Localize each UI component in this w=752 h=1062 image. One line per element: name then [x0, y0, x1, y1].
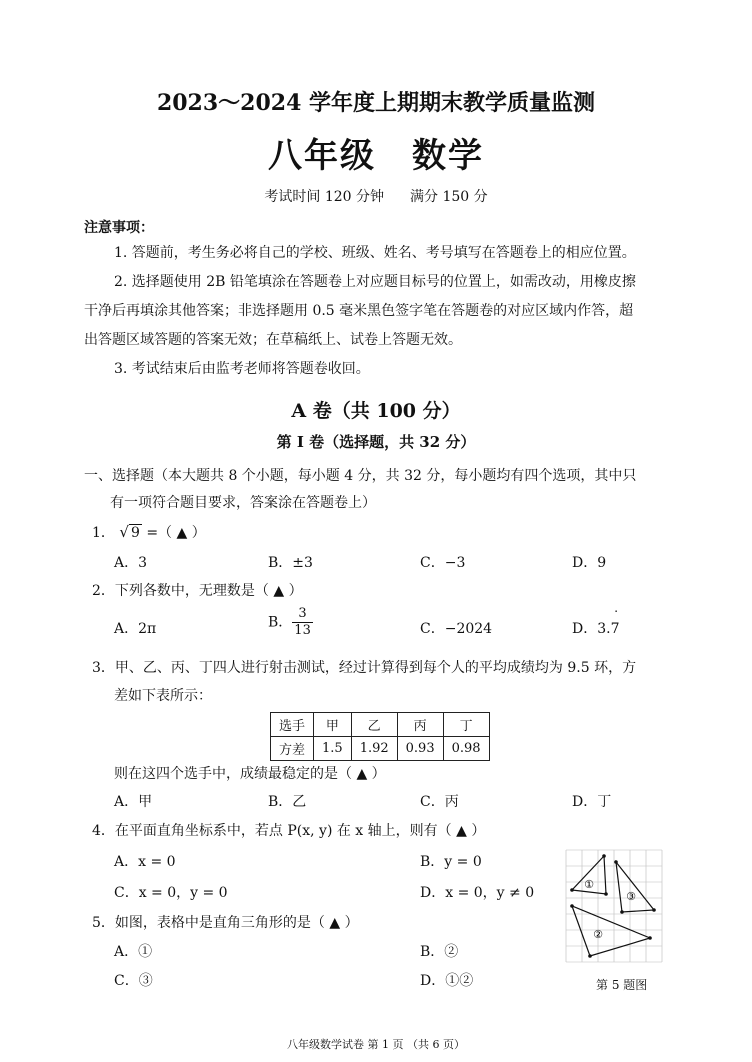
q2-option-a: A．2π — [114, 621, 157, 637]
table-cell: 丙 — [397, 713, 443, 737]
table-cell: 甲 — [314, 713, 352, 737]
q2-b-denominator: 13 — [294, 623, 311, 638]
question-5: 5．如图，表格中是直角三角形的是（ ▲ ） — [92, 915, 359, 931]
exam-title: 2023～2024 学年度上期期末教学质量监测 — [156, 90, 596, 116]
part-1-title: 第 I 卷（选择题，共 32 分） — [276, 433, 476, 451]
triangle-vertices — [570, 854, 656, 958]
q1-option-b: B．±3 — [268, 555, 313, 571]
q5-option-b: B．② — [420, 944, 459, 960]
triangle-3 — [616, 862, 654, 912]
table-row — [271, 737, 490, 761]
table-cell: 丁 — [443, 713, 489, 737]
triangle-1-label: ① — [584, 878, 594, 891]
q3-option-a: A．甲 — [114, 794, 153, 810]
question-3-cont: 差如下表所示： — [114, 688, 212, 704]
q2-d-digit: 7 — [610, 621, 620, 637]
q5-grid-figure — [560, 840, 672, 970]
q3-option-b: B．乙 — [268, 794, 307, 810]
q1-radicand: 9 — [130, 525, 140, 541]
question-2: 2．下列各数中，无理数是（ ▲ ） — [92, 583, 303, 599]
q5-option-d: D．①② — [420, 973, 474, 989]
table-cell: 0.98 — [443, 737, 489, 761]
triangle-2 — [572, 906, 650, 956]
figure-grid — [566, 850, 662, 962]
q2-d-repeating-digit — [610, 609, 620, 637]
table-cell: 乙 — [351, 713, 397, 737]
notice-item-1: 1. 答题前，考生务必将自己的学校、班级、姓名、考号填写在答题卷上的相应位置。 — [114, 245, 636, 261]
triangle-2-label: ② — [593, 928, 603, 941]
table-cell: 1.5 — [314, 737, 352, 761]
repeat-dot-icon: ˙ — [612, 609, 620, 625]
q5-option-a: A．① — [114, 944, 153, 960]
notice-item-2: 2. 选择题使用 2B 铅笔填涂在答题卷上对应题目标号的位置上，如需改动，用橡皮擦 — [114, 274, 636, 290]
q1-option-d: D．9 — [572, 555, 607, 571]
q2-option-d — [572, 609, 620, 638]
q3-option-c: C．丙 — [420, 794, 459, 810]
table-cell: 方差 — [271, 737, 314, 761]
question-3: 3．甲、乙、丙、丁四人进行射击测试，经过计算得到每个人的平均成绩均为 9.5 环，方 — [92, 660, 637, 676]
q2-b-numerator: 3 — [292, 606, 313, 623]
q4-option-b: B．y = 0 — [420, 854, 482, 870]
q4-option-c: C．x = 0，y = 0 — [114, 885, 228, 901]
variance-table — [270, 712, 490, 761]
question-4: 4．在平面直角坐标系中，若点 P(x, y) 在 x 轴上，则有（ ▲ ） — [92, 823, 486, 839]
q1-option-a: A．3 — [114, 555, 148, 571]
exam-time: 考试时间 120 分钟 — [264, 189, 384, 205]
notice-item-3: 3. 考试结束后由监考老师将答题卷收回。 — [114, 361, 370, 377]
q4-option-a: A．x = 0 — [114, 854, 176, 870]
notice-item-2-end: 出答题区域答题的答案无效；在草稿纸上、试卷上答题无效。 — [84, 332, 462, 348]
table-header-row — [271, 713, 490, 737]
triangle-3-label: ③ — [626, 890, 636, 903]
q2-option-c: C．−2024 — [420, 621, 493, 637]
exam-score: 满分 150 分 — [410, 189, 488, 205]
table-cell: 选手 — [271, 713, 314, 737]
q1-number: 1． — [92, 525, 115, 541]
notice-heading: 注意事项： — [84, 220, 154, 236]
choice-intro-cont: 有一项符合题目要求，答案涂在答题卷上） — [110, 495, 376, 511]
q2-d-label: D．3. — [572, 621, 611, 637]
q2-b-label: B． — [268, 614, 293, 631]
table-cell: 0.93 — [397, 737, 443, 761]
q2-option-b — [268, 606, 313, 639]
q2-b-fraction — [292, 606, 313, 639]
q1-option-c: C．−3 — [420, 555, 466, 571]
table-cell: 1.92 — [351, 737, 397, 761]
page-footer: 八年级数学试卷 第 1 页 （共 6 页） — [287, 1038, 465, 1051]
exam-info — [0, 186, 752, 206]
sqrt-symbol: √ — [119, 523, 129, 541]
subject-title: 八年级 数学 — [268, 136, 484, 176]
question-1 — [92, 522, 206, 542]
section-a-title: A 卷（共 100 分） — [291, 400, 461, 422]
q4-option-d: D．x = 0，y ≠ 0 — [420, 885, 535, 901]
question-3-ask: 则在这四个选手中，成绩最稳定的是（ ▲ ） — [114, 766, 386, 782]
q3-option-d: D．丁 — [572, 794, 612, 810]
figure-caption: 第 5 题图 — [596, 978, 648, 992]
choice-intro: 一、选择题（本大题共 8 个小题，每小题 4 分，共 32 分，每小题均有四个选项，其中只 — [84, 468, 637, 484]
notice-item-2-cont: 干净后再填涂其他答案；非选择题用 0.5 毫米黑色签字笔在答题卷的对应区域内作答，超 — [84, 303, 634, 319]
q1-tail: =（ ▲ ） — [146, 525, 206, 541]
q5-option-c: C．③ — [114, 973, 153, 989]
